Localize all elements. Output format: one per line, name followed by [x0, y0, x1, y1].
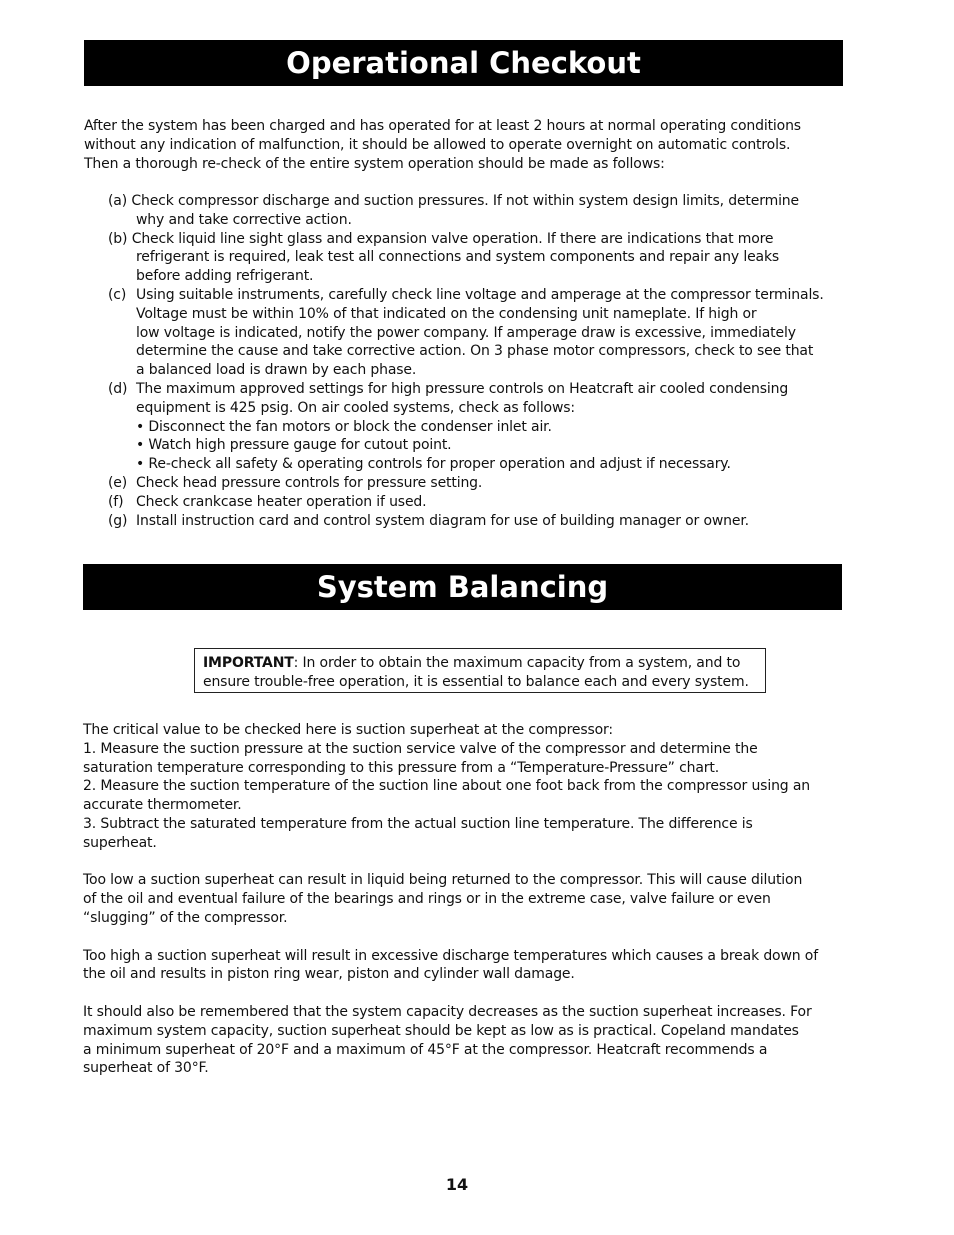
- item-text: why and take corrective action.: [136, 211, 352, 228]
- item-text: equipment is 425 psig. On air cooled systems, check as follows:: [136, 399, 575, 416]
- item-label: (a): [108, 193, 128, 209]
- bullet-item: • Re-check all safety & operating controls for proper operation and adjust if necessary.: [136, 456, 731, 473]
- text-line: 1. Measure the suction pressure at the suction service valve of the compressor and determine the: [83, 740, 758, 757]
- text-line: The critical value to be checked here is suction superheat at the compressor:: [83, 722, 613, 738]
- checklist-item-d: [108, 380, 853, 474]
- text-line: maximum system capacity, suction superheat should be kept as low as is practical. Copeland mandates: [83, 1022, 799, 1039]
- important-text: ensure trouble-free operation, it is essential to balance each and every system.: [203, 673, 749, 690]
- checkout-list: [108, 192, 853, 530]
- item-text: Check head pressure controls for pressure setting.: [136, 474, 483, 491]
- section-title-system-balancing: System Balancing: [83, 564, 842, 610]
- item-text: Voltage must be within 10% of that indicated on the condensing unit nameplate. If high or: [136, 305, 757, 322]
- item-text: The maximum approved settings for high pressure controls on Heatcraft air cooled condensing: [136, 380, 789, 397]
- bullet-item: • Watch high pressure gauge for cutout point.: [136, 437, 452, 454]
- bullet-item: • Disconnect the fan motors or block the condenser inlet air.: [136, 418, 552, 435]
- item-label: (g): [108, 512, 128, 529]
- important-notice: [194, 648, 766, 693]
- item-text: low voltage is indicated, notify the power company. If amperage draw is excessive, immediately: [136, 324, 796, 341]
- item-text: refrigerant is required, leak test all connections and system components and repair any leaks: [136, 249, 780, 266]
- item-label: (c): [108, 286, 127, 303]
- item-label: (f): [108, 493, 124, 510]
- text-line: accurate thermometer.: [83, 797, 242, 814]
- item-text: Check crankcase heater operation if used.: [136, 493, 427, 510]
- text-line: superheat.: [83, 834, 157, 851]
- intro-line: After the system has been charged and has operated for at least 2 hours at normal operating conditions: [84, 118, 801, 134]
- system-balancing-body: [83, 721, 853, 1078]
- intro-paragraph: [84, 117, 854, 173]
- paragraph-high-superheat: [83, 947, 853, 985]
- item-text: Check liquid line sight glass and expansion valve operation. If there are indications that more: [131, 230, 774, 247]
- checklist-item-a: [108, 192, 853, 230]
- text-line: Too low a suction superheat can result in liquid being returned to the compressor. This will cause dilution: [83, 872, 803, 889]
- checklist-item-b: [108, 230, 853, 286]
- checklist-item-c: [108, 286, 853, 380]
- item-text: Check compressor discharge and suction pressures. If not within system design limits, determine: [131, 193, 799, 209]
- text-line: 2. Measure the suction temperature of the suction line about one foot back from the compressor using an: [83, 778, 810, 795]
- text-line: superheat of 30°F.: [83, 1060, 209, 1077]
- item-label: (e): [108, 474, 128, 491]
- checklist-item-g: [108, 512, 853, 531]
- text-line: saturation temperature corresponding to this pressure from a “Temperature-Pressure” chart.: [83, 759, 720, 776]
- text-line: of the oil and eventual failure of the bearings and rings or in the extreme case, valve failure or even: [83, 891, 771, 908]
- item-text: before adding refrigerant.: [136, 268, 314, 285]
- important-text: : In order to obtain the maximum capacity from a system, and to: [293, 655, 741, 671]
- paragraph-superheat-steps: [83, 721, 853, 853]
- item-text: Using suitable instruments, carefully check line voltage and amperage at the compressor terminals.: [136, 286, 824, 303]
- text-line: 3. Subtract the saturated temperature from the actual suction line temperature. The difference is: [83, 815, 753, 832]
- intro-line: Then a thorough re-check of the entire system operation should be made as follows:: [84, 155, 665, 172]
- text-line: “slugging” of the compressor.: [83, 909, 288, 926]
- text-line: It should also be remembered that the system capacity decreases as the suction superheat increases. For: [83, 1003, 812, 1020]
- text-line: the oil and results in piston ring wear, piston and cylinder wall damage.: [83, 966, 575, 983]
- item-label: (b): [108, 230, 128, 247]
- section-title-operational-checkout: Operational Checkout: [84, 40, 843, 86]
- checklist-item-f: [108, 493, 853, 512]
- item-text: a balanced load is drawn by each phase.: [136, 362, 417, 379]
- item-label: (d): [108, 380, 128, 397]
- text-line: Too high a suction superheat will result in excessive discharge temperatures which causes a break down of: [83, 947, 818, 964]
- paragraph-low-superheat: [83, 871, 853, 927]
- page-number: 14: [445, 1175, 469, 1194]
- text-line: a minimum superheat of 20°F and a maximum of 45°F at the compressor. Heatcraft recommends a: [83, 1041, 768, 1058]
- checklist-item-e: [108, 474, 853, 493]
- paragraph-capacity: [83, 1003, 853, 1078]
- item-text: determine the cause and take corrective action. On 3 phase motor compressors, check to see that: [136, 343, 814, 360]
- item-text: Install instruction card and control system diagram for use of building manager or owner.: [136, 512, 749, 529]
- intro-line: without any indication of malfunction, it should be allowed to operate overnight on automatic controls.: [84, 136, 791, 153]
- important-label: IMPORTANT: [203, 655, 294, 671]
